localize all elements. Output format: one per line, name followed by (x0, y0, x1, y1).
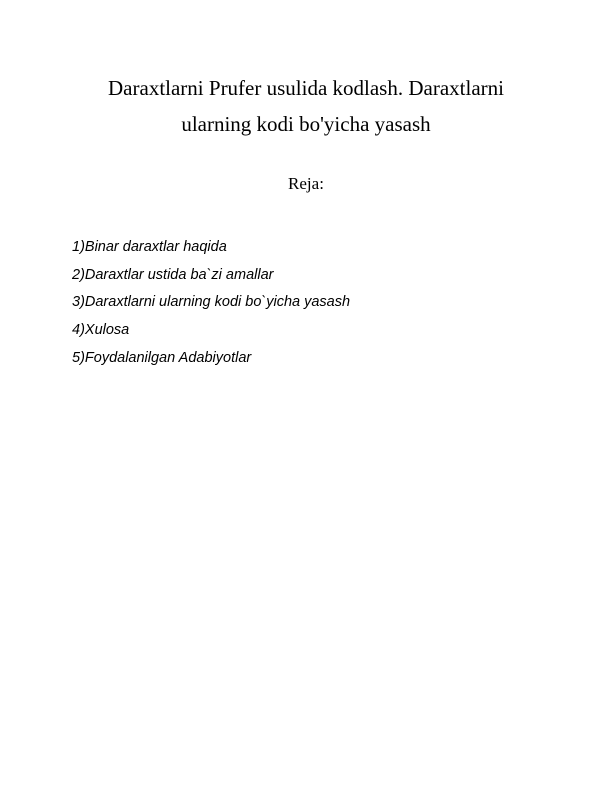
title-line-2: ularning kodi bo'yicha yasash (181, 112, 431, 136)
title-line-1: Daraxtlarni Prufer usulida kodlash. Daraxtlarni (108, 76, 504, 100)
plan-item-binary-trees: 1)Binar daraxtlar haqida (72, 239, 227, 255)
plan-item-build-from-code: 3)Daraxtlarni ularning kodi bo`yicha yasash (72, 294, 351, 311)
plan-item-conclusion: 4)Xulosa (72, 322, 130, 339)
plan-list (72, 234, 350, 373)
document-title (60, 70, 552, 142)
plan-heading: Reja: (288, 174, 324, 193)
plan-item-tree-operations: 2)Daraxtlar ustida ba`zi amallar (72, 266, 274, 283)
plan-item-references: 5)Foydalanilgan Adabiyotlar (72, 349, 252, 366)
